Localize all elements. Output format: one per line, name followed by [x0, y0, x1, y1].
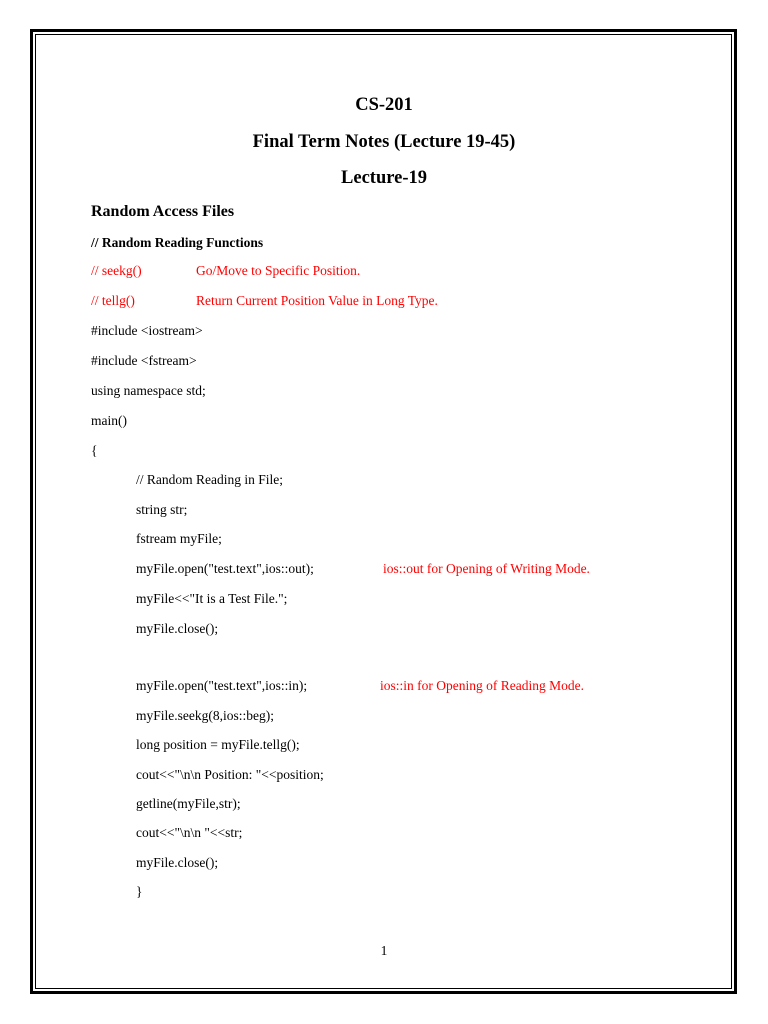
code-include-iostream: #include <iostream>: [91, 323, 203, 338]
code-open-brace: {: [91, 443, 98, 458]
page-number: 1: [380, 943, 388, 958]
code-cout-position: cout<<"\n\n Position: "<<position;: [136, 767, 324, 782]
note-out-mode: ios::out for Opening of Writing Mode.: [383, 561, 590, 576]
code-open-in: myFile.open("test.text",ios::in);: [136, 678, 308, 693]
function-desc-tellg: Return Current Position Value in Long Type.: [196, 293, 438, 308]
code-close-brace: }: [136, 884, 143, 899]
code-include-fstream: #include <fstream>: [91, 353, 197, 368]
function-name-tellg: // tellg(): [91, 293, 135, 308]
code-cout-str: cout<<"\n\n "<<str;: [136, 825, 243, 840]
code-seekg: myFile.seekg(8,ios::beg);: [136, 708, 274, 723]
function-desc-seekg: Go/Move to Specific Position.: [196, 263, 361, 278]
section-subheading: // Random Reading Functions: [91, 235, 264, 250]
code-using-namespace: using namespace std;: [91, 383, 206, 398]
code-main: main(): [91, 413, 127, 428]
code-tellg: long position = myFile.tellg();: [136, 737, 300, 752]
code-close-2: myFile.close();: [136, 855, 219, 870]
code-close-1: myFile.close();: [136, 621, 219, 636]
section-heading: Random Access Files: [91, 203, 235, 220]
code-comment: // Random Reading in File;: [136, 472, 283, 487]
document-title: Final Term Notes (Lecture 19-45): [252, 132, 516, 152]
code-getline: getline(myFile,str);: [136, 796, 241, 811]
code-decl-str: string str;: [136, 502, 188, 517]
code-decl-file: fstream myFile;: [136, 531, 222, 546]
code-open-out: myFile.open("test.text",ios::out);: [136, 561, 314, 576]
function-name-seekg: // seekg(): [91, 263, 142, 278]
lecture-title: Lecture-19: [341, 168, 427, 188]
code-write: myFile<<"It is a Test File.";: [136, 591, 288, 606]
course-code: CS-201: [355, 95, 413, 115]
note-in-mode: ios::in for Opening of Reading Mode.: [380, 678, 584, 693]
